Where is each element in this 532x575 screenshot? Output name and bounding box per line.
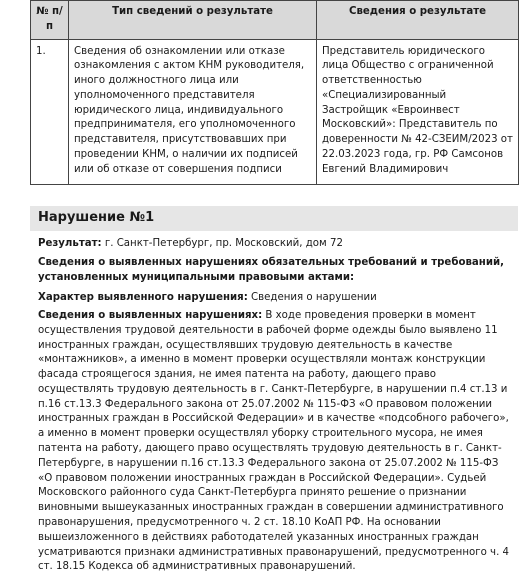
details-label: Сведения о выявленных нарушениях: bbox=[38, 310, 263, 321]
result-value: г. Санкт-Петербург, пр. Московский, дом 72 bbox=[104, 238, 343, 249]
header-number: № п/п bbox=[31, 1, 69, 40]
violation-title: Нарушение №1 bbox=[38, 210, 155, 225]
requirements-heading: Сведения о выявленных нарушениях обязательных требований и требований, установленных муниципальными правовыми актами: bbox=[38, 257, 504, 283]
header-info-value: Сведения о результате bbox=[317, 1, 519, 40]
character-value: Сведения о нарушении bbox=[251, 292, 377, 303]
header-info-type: Тип сведений о результате bbox=[69, 1, 317, 40]
row-info-value: Представитель юридического лица Общество с ограниченной ответственностью «Специализированный Застройщик «Евроинвест Московский»: Представитель по доверенности № 42-СЗЕИМ/2023 от 22.03.2023 года, гр. РФ Самсонов Евгений Владимирович bbox=[317, 39, 519, 184]
result-line bbox=[38, 237, 514, 252]
row-number: 1. bbox=[31, 39, 69, 184]
details-paragraph bbox=[38, 309, 514, 575]
character-label: Характер выявленного нарушения: bbox=[38, 292, 248, 303]
character-line bbox=[38, 291, 514, 306]
details-value: В ходе проведения проверки в момент осуществления трудовой деятельности в рабочей форме одежды было выявлено 11 иностранных граждан, осуществлявших трудовую деятельность в качестве «монтажников», а именно в момент проверки осуществляли монтаж конструкции фасада строящегося здания, не имея патента на работу, дающего право осуществлять трудовую деятельность в г. Санкт-Петербурге, в нарушении п.4 ст.13 и п.16 ст.13.3 Федерального закона от 25.07.2002 № 115-ФЗ «О правовом положении иностранных граждан в Российской Федерации» и в качестве «подсобного рабочего», а именно в момент проверки осуществлял уборку строительного мусора, не имея патента на работу, дающего право осуществлять трудовую деятельность в г. Санкт-Петербурге, в нарушении п.16 ст.13.3 Федерального закона от 25.07.2002 № 115-ФЗ «О правовом положении иностранных граждан в Российской Федерации». Судьей Московского районного суда Санкт-Петербурга принято решение о признании виновными вышеуказанных иностранных граждан в совершении административного правонарушения, предусмотренного ч. 2 ст. 18.10 КоАП РФ. На основании вышеизложенного в действиях работодателей указанных иностранных граждан усматриваются признаки административных правонарушений, предусмотренного ч. 4 ст. 18.15 Кодекса об административных правонарушений. bbox=[38, 310, 510, 573]
result-label: Результат: bbox=[38, 238, 102, 249]
row-info-type: Сведения об ознакомлении или отказе ознакомления с актом КНМ руководителя, иного должностного лица или уполномоченного представителя юридического лица, индивидуального предпринимателя, его уполномоченного представителя, присутствовавших при проведении КНМ, о наличии их подписей или об отказе от совершения подписи bbox=[69, 39, 317, 184]
result-table bbox=[30, 0, 519, 185]
table-header-row bbox=[31, 1, 519, 40]
table-row bbox=[31, 39, 519, 184]
